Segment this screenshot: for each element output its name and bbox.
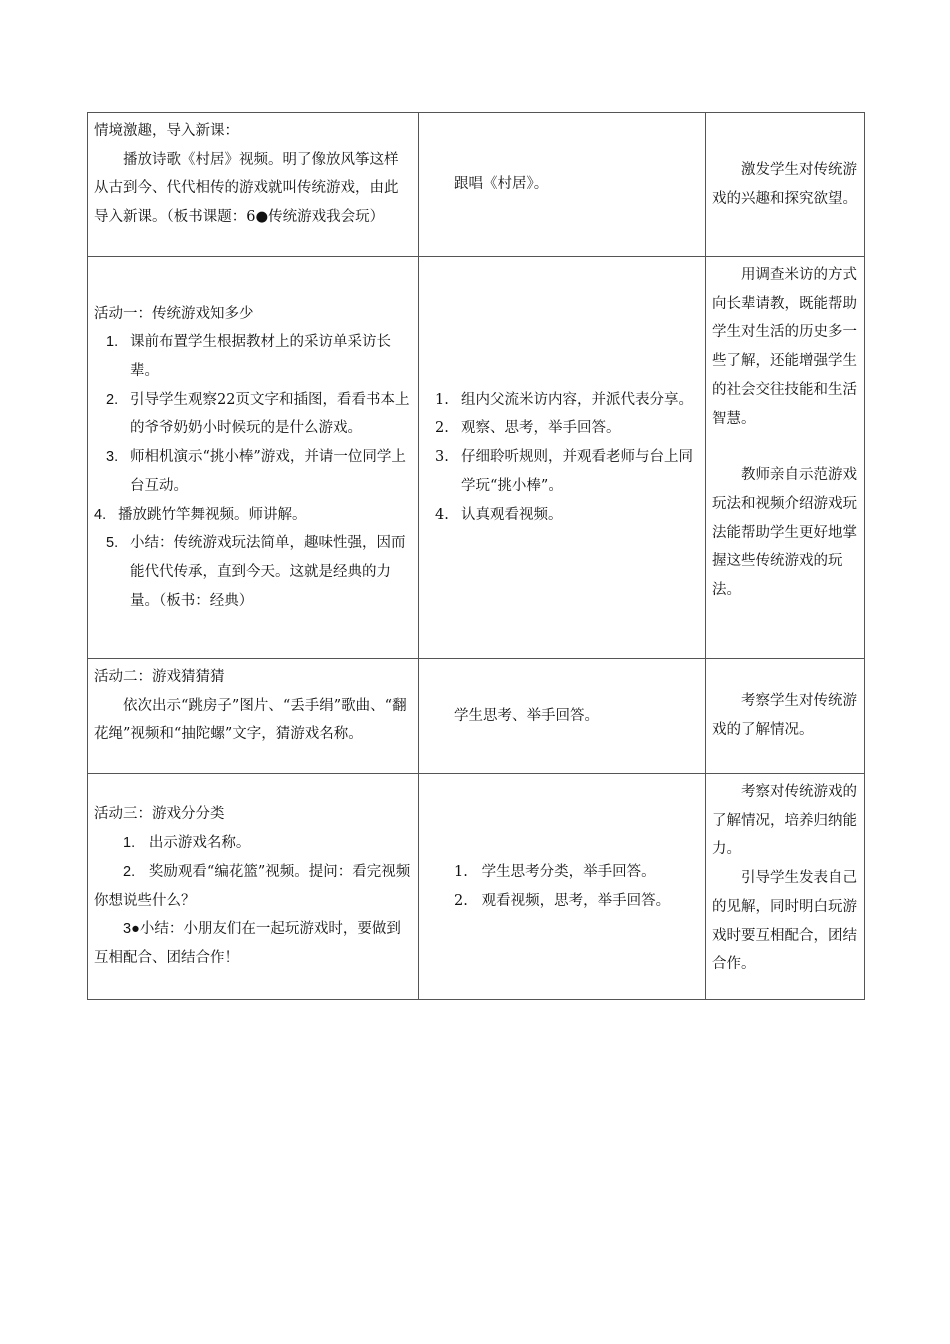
- table-row: [88, 113, 865, 257]
- list-text: 仔细聆听规则，并观看老师与台上同学玩“挑小棒”。: [461, 449, 693, 494]
- list-number: 2.: [435, 420, 449, 437]
- intent-text: 考察学生对传统游戏的了解情况。: [712, 693, 857, 738]
- intent-cell: [706, 257, 865, 659]
- intent-text: 激发学生对传统游戏的兴趣和探究欲望。: [712, 161, 857, 207]
- teacher-cell: [88, 113, 419, 257]
- list-text: 认真观看视频。: [461, 506, 563, 523]
- student-cell: [419, 257, 706, 659]
- student-cell: [419, 113, 706, 257]
- list-item: [425, 858, 699, 887]
- student-cell: [419, 774, 706, 1000]
- list-text: 出示游戏名称。: [148, 835, 251, 852]
- teacher-cell: [88, 257, 419, 659]
- section-text: 依次出示“跳房子”图片、“丢手绢”歌曲、“翻花绳”视频和“抽陀螺”文字，猜游戏名称。: [94, 697, 407, 743]
- list-number: 1.: [123, 835, 136, 852]
- list-text: 小结：小朋友们在一起玩游戏时，要做到互相配合、团结合作！: [94, 921, 401, 966]
- teacher-cell: [88, 659, 419, 774]
- list-text: 学生思考分类，举手回答。: [481, 863, 656, 880]
- list-number: 2.: [123, 863, 136, 880]
- intent-text: 用调查米访的方式向长辈请教，既能帮助学生对生活的历史多一些了解，还能增强学生的社会交往技能和生活智慧。: [712, 267, 857, 427]
- list-number: 3.: [106, 449, 119, 466]
- list-number: 4.: [94, 506, 107, 523]
- list-text: 课前布置学生根据教材上的采访单采访长辈。: [130, 334, 391, 380]
- list-item: [94, 915, 412, 972]
- list-text: 引导学生观察22页文字和插图，看看书本上的爷爷奶奶小时候玩的是什么游戏。: [130, 391, 410, 437]
- list-text: 小结：传统游戏玩法简单，趣味性强，因而能代代传承，直到今天。这就是经典的力量。（板书：经典）: [130, 535, 406, 609]
- section-title: 情境激趣，导入新课：: [94, 123, 239, 139]
- list-item: [94, 501, 412, 530]
- section-title: 活动三：游戏分分类: [94, 806, 225, 823]
- list-item: [94, 529, 412, 615]
- section-title: 活动一：传统游戏知多少: [94, 305, 254, 322]
- list-text: 组内父流米访内容，并派代表分享。: [461, 391, 693, 408]
- table-row: [88, 774, 865, 1000]
- list-number: 1.: [106, 334, 119, 351]
- list-number: 2.: [106, 391, 119, 408]
- list-item: [94, 443, 412, 500]
- list-item: [425, 501, 699, 530]
- intent-cell: [706, 774, 865, 1000]
- list-item: [94, 328, 412, 385]
- list-item: [425, 887, 699, 916]
- list-number: 1.: [435, 391, 449, 408]
- list-item: [425, 443, 699, 500]
- list-item: [94, 858, 412, 915]
- intent-cell: [706, 659, 865, 774]
- lesson-plan-table: [87, 112, 865, 1000]
- section-text: 播放诗歌《村居》视频。明了像放风筝这样从古到今、代代相传的游戏就叫传统游戏，由此导入新课。（板书课题：6●传统游戏我会玩）: [94, 151, 399, 226]
- list-text: 观看视频，思考，举手回答。: [481, 892, 671, 909]
- teacher-cell: [88, 774, 419, 1000]
- list-number: 2.: [454, 892, 468, 909]
- list-text: 观察、思考，举手回答。: [461, 420, 621, 437]
- intent-text: 考察对传统游戏的了解情况，培养归纳能力。: [712, 784, 857, 858]
- list-text: 播放跳竹竿舞视频。师讲解。: [118, 506, 307, 523]
- student-text: 学生思考、举手回答。: [454, 707, 599, 724]
- intent-text: 引导学生发表自己的见解，同时明白玩游戏时要互相配合，团结合作。: [712, 870, 857, 973]
- student-cell: [419, 659, 706, 774]
- list-number: 5.: [106, 535, 119, 552]
- intent-cell: [706, 113, 865, 257]
- list-item: [425, 386, 699, 415]
- list-number: 3.: [435, 449, 449, 466]
- list-text: 奖励观看“编花篮”视频。提问：看完视频你想说些什么？: [94, 863, 411, 909]
- list-item: [94, 829, 412, 858]
- list-number: 1.: [454, 863, 468, 880]
- list-item: [425, 414, 699, 443]
- list-number: 3●: [123, 921, 140, 938]
- list-number: 4.: [435, 506, 449, 523]
- table-row: [88, 257, 865, 659]
- list-text: 师相机演示“挑小棒”游戏，并请一位同学上台互动。: [130, 449, 406, 494]
- table-row: [88, 659, 865, 774]
- student-text: 跟唱《村居》。: [454, 176, 549, 193]
- section-title: 活动二：游戏猜猜猜: [94, 669, 225, 685]
- intent-text: 教师亲自示范游戏玩法和视频介绍游戏玩法能帮助学生更好地掌握这些传统游戏的玩法。: [712, 467, 857, 599]
- list-item: [94, 386, 412, 443]
